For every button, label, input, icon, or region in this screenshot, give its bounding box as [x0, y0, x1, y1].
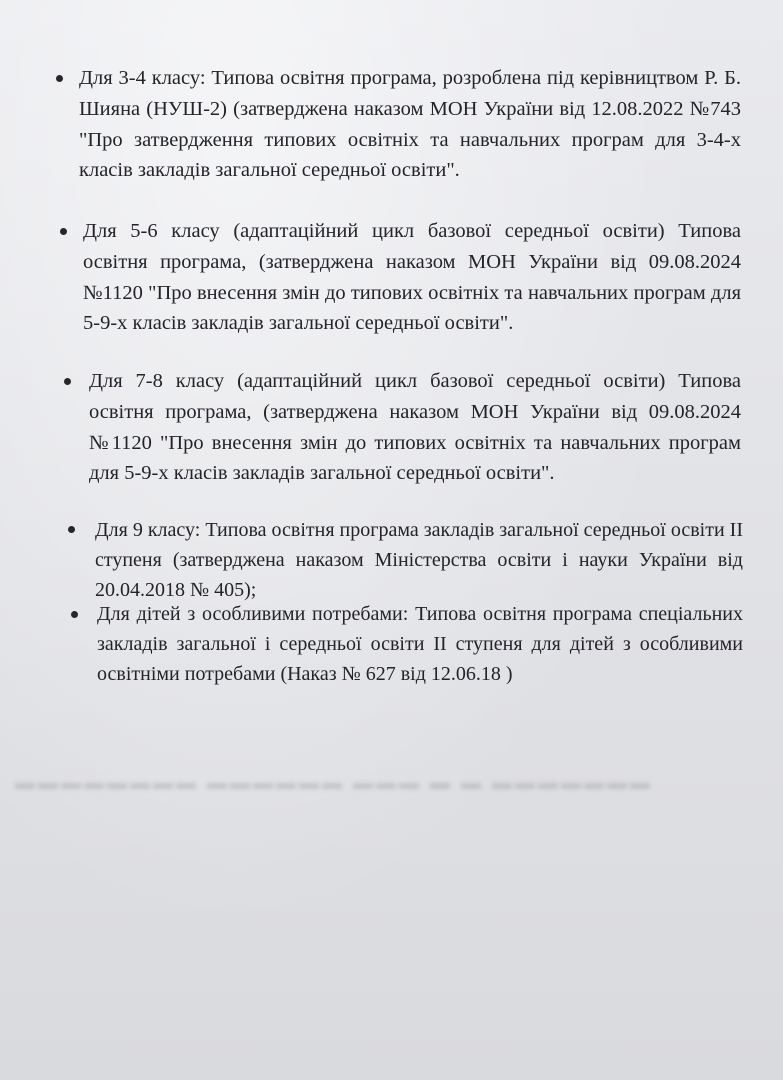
bullet-icon	[64, 378, 71, 385]
list-item-text: Для 5-6 класу (адаптаційний цикл базової середньої освіти) Типова освітня програма, (затверджена наказом МОН України від 09.08.2024 №1120 "Про внесення змін до типових освітніх та навчальних програм для 5-9-х класів закладів загальної середньої освіти".	[83, 220, 741, 335]
list-item-text: Для 9 класу: Типова освітня програма закладів загальної середньої освіти II ступеня (затверджена наказом Міністерства освіти і науки України від 20.04.2018 № 405);	[95, 519, 743, 601]
bullet-icon	[56, 75, 63, 82]
bullet-icon	[71, 611, 78, 618]
bullet-icon	[60, 228, 67, 235]
bleed-through-marks: ▬▬▬▬▬▬▬ ▬ ▬ ▬▬▬ ▬▬▬▬▬▬ ▬▬▬▬▬▬▬▬	[12, 772, 650, 794]
list-item-text: Для дітей з особливими потребами: Типова освітня програма спеціальних закладів загальної і середньої освіти II ступеня для дітей з особливими освітніми потребами (Наказ № 627 від 12.06.18 )	[97, 603, 743, 685]
bullet-icon	[68, 526, 75, 533]
list-item-text: Для 3-4 класу: Типова освітня програма, розроблена під керівництвом Р. Б. Шияна (НУШ-2) (затверджена наказом МОН України від 12.08.2022 №743 "Про затвердження типових освітніх та навчальних програм для 3-4-х класів закладів загальної середньої освіти".	[79, 67, 741, 182]
list-item-text: Для 7-8 класу (адаптаційний цикл базової середньої освіти) Типова освітня програма, (затверджена наказом МОН України від 09.08.2024 №1120 "Про внесення змін до типових освітніх та навчальних програм для 5-9-х класів закладів загальної середньої освіти".	[89, 370, 741, 485]
